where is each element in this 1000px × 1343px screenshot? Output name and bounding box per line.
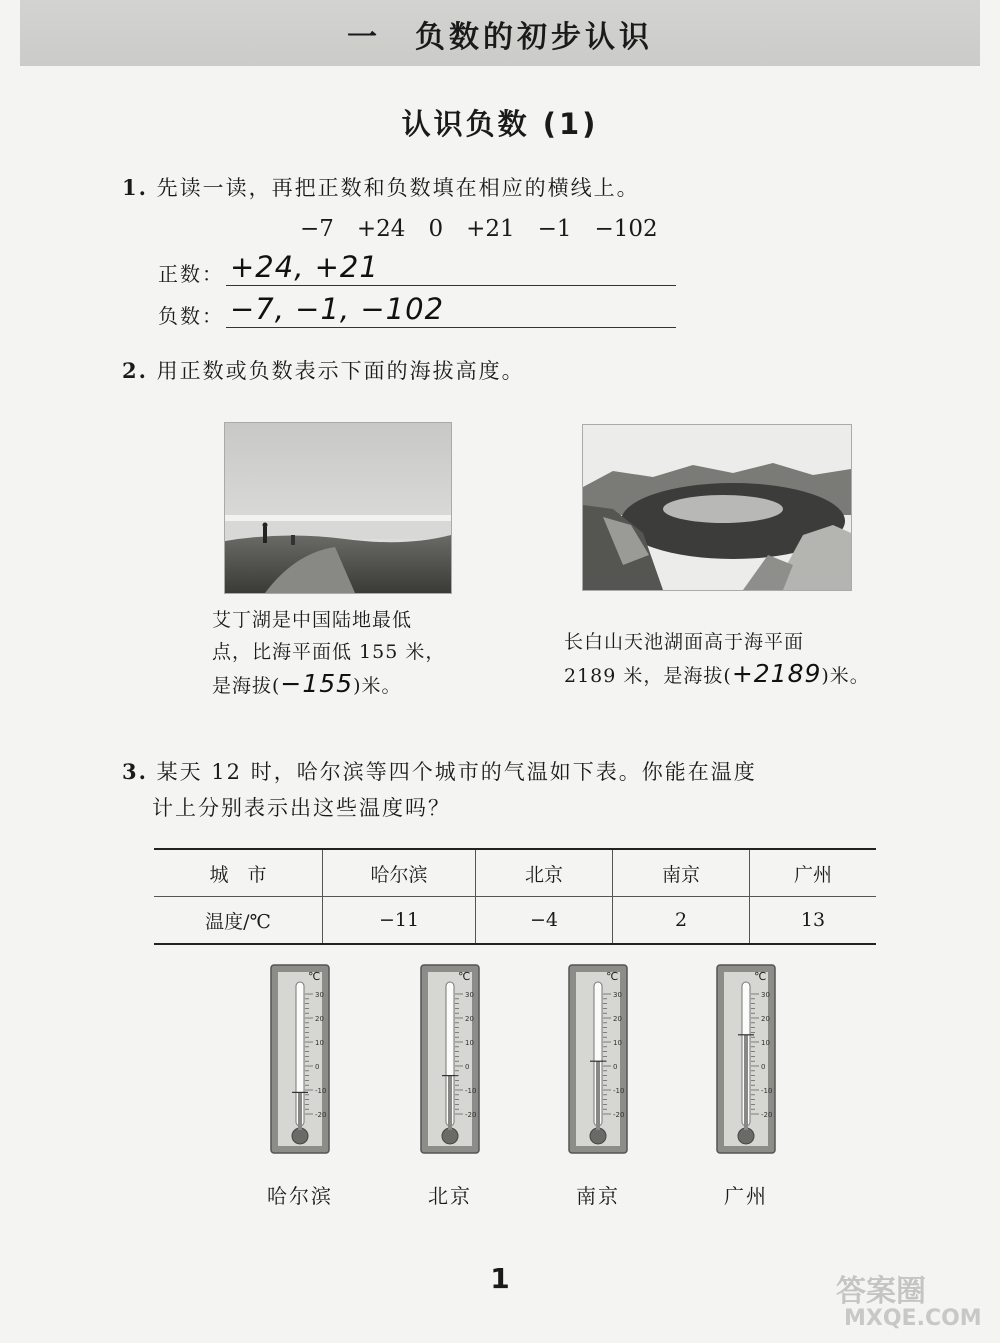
table-row (154, 897, 876, 945)
positive-answer: +24, +21 (230, 250, 379, 284)
question-text-line2: 计上分别表示出这些温度吗？ (152, 796, 451, 820)
scale-label: 20 (465, 1015, 474, 1023)
temperature-table (154, 848, 876, 945)
scale-label: 20 (761, 1015, 770, 1023)
table-cell: 温度/℃ (205, 910, 271, 933)
table-cell: 哈尔滨 (323, 849, 476, 897)
scale-label: -20 (465, 1111, 477, 1119)
positive-label: 正数： (158, 262, 224, 286)
table-cell: 南京 (613, 849, 750, 897)
scale-label: 30 (613, 991, 622, 999)
caption-text: )米。 (353, 675, 402, 697)
question-number: 1. (122, 175, 148, 200)
scale-label: 20 (315, 1015, 324, 1023)
table-cell: −4 (476, 897, 613, 945)
thermometer-city-label: 北京 (428, 1184, 472, 1208)
thermometer-city-label: 哈尔滨 (267, 1184, 333, 1208)
scale-label: -20 (315, 1111, 327, 1119)
caption-line (564, 658, 870, 692)
scale-label: 30 (465, 991, 474, 999)
table-header-row (154, 849, 876, 897)
aiding-altitude-answer: −155 (280, 669, 354, 698)
scale-label: -10 (465, 1087, 477, 1095)
question-text: 某天 12 时，哈尔滨等四个城市的气温如下表。你能在温度 (156, 760, 757, 784)
tianchi-lake-photo (582, 424, 852, 591)
scale-label: 10 (465, 1039, 474, 1047)
scale-label: 30 (761, 991, 770, 999)
scale-label: 30 (315, 991, 324, 999)
thermometer (420, 964, 480, 1208)
scale-label: -10 (761, 1087, 773, 1095)
caption-text: 2189 米，是海拔( (564, 665, 732, 687)
scale-label: 0 (465, 1063, 470, 1071)
table-cell: 北京 (476, 849, 613, 897)
thermometer-bulb (590, 1128, 606, 1144)
thermometer-city-label: 广州 (724, 1184, 768, 1208)
unit-label: ℃ (458, 970, 471, 983)
scale-label: -10 (315, 1087, 327, 1095)
scale-label: -20 (761, 1111, 773, 1119)
scale-label: -20 (613, 1111, 625, 1119)
page-number: 1 (490, 1262, 510, 1295)
lesson-title: 认识负数 (1) (401, 107, 599, 141)
scale-label: 0 (761, 1063, 766, 1071)
negative-answer: −7, −1, −102 (230, 292, 445, 326)
scale-label: 10 (315, 1039, 324, 1047)
aiding-lake-photo (224, 422, 452, 594)
thermometer-bulb (292, 1128, 308, 1144)
unit-label: ℃ (606, 970, 619, 983)
question-1 (122, 172, 640, 202)
aiding-lake-caption (212, 604, 445, 702)
tianchi-caption (564, 626, 870, 692)
chapter-title: 一 负数的初步认识 (347, 20, 653, 55)
unit-label: ℃ (308, 970, 321, 983)
unit-label: ℃ (754, 970, 767, 983)
question-3 (122, 754, 757, 826)
watermark-logo: 答案圈 (836, 1274, 926, 1309)
question-text: 用正数或负数表示下面的海拔高度。 (156, 359, 525, 383)
table-cell: 2 (613, 897, 750, 945)
scale-label: 10 (613, 1039, 622, 1047)
negative-label: 负数： (158, 304, 224, 328)
question-line (122, 754, 757, 790)
scale-label: 0 (613, 1063, 618, 1071)
caption-text: 是海拔( (212, 675, 281, 697)
question-number: 3. (122, 759, 148, 784)
scale-label: -10 (613, 1087, 625, 1095)
thermometer-bulb (442, 1128, 458, 1144)
thermometer-bulb (738, 1128, 754, 1144)
thermometer-city-label: 南京 (576, 1184, 620, 1208)
caption-line: 艾丁湖是中国陆地最低 (212, 609, 413, 631)
scale-label: 0 (315, 1063, 320, 1071)
thermometer (568, 964, 628, 1208)
table-cell: 广州 (750, 849, 877, 897)
caption-line (212, 668, 445, 702)
question-number: 2. (122, 358, 148, 383)
caption-line: 点，比海平面低 155 米， (212, 641, 446, 663)
thermometer-liquid (448, 1076, 452, 1130)
question-text: 先读一读，再把正数和负数填在相应的横线上。 (156, 176, 640, 200)
tianchi-altitude-answer: +2189 (731, 659, 822, 688)
thermometer-liquid (744, 1035, 748, 1130)
caption-line: 长白山天池湖面高于海平面 (564, 631, 805, 653)
caption-text: )米。 (821, 665, 870, 687)
watermark-url: MXQE.COM (844, 1306, 982, 1331)
scale-label: 20 (613, 1015, 622, 1023)
table-cell: 城 市 (154, 849, 323, 897)
table-cell: 13 (750, 897, 877, 945)
number-list: −7 +24 0 +21 −1 −102 (300, 216, 658, 242)
table-cell: −11 (323, 897, 476, 945)
thermometer (267, 964, 333, 1208)
thermometer (716, 964, 776, 1208)
scale-label: 10 (761, 1039, 770, 1047)
thermometer-liquid (298, 1092, 302, 1130)
thermometer-liquid (596, 1061, 600, 1130)
question-2 (122, 355, 525, 385)
negative-answer-line (226, 327, 676, 328)
positive-answer-line (226, 285, 676, 286)
